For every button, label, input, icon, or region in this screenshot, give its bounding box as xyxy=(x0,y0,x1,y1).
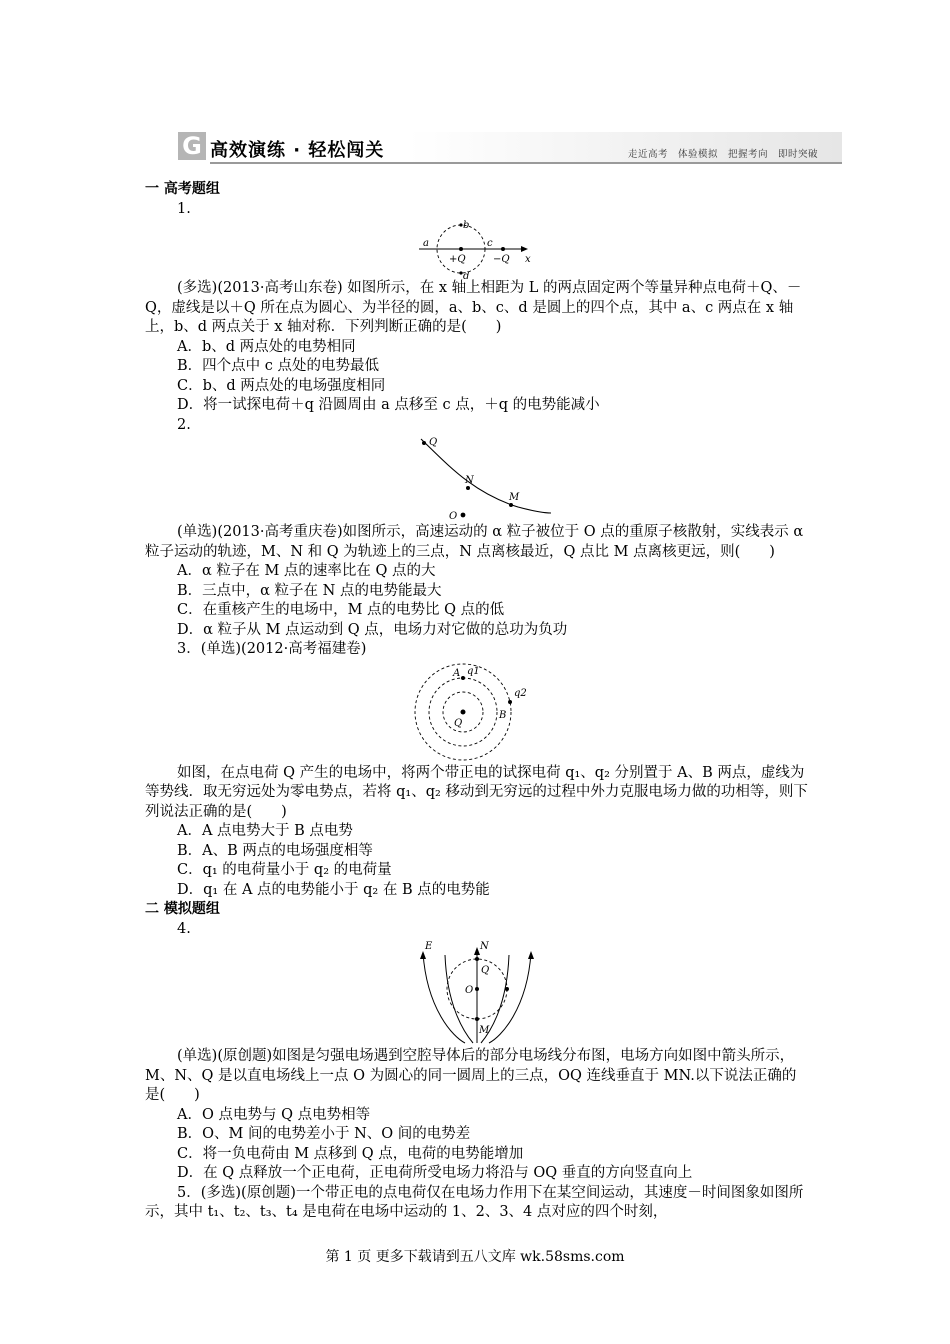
label-m: M xyxy=(508,492,519,503)
label-a: a xyxy=(422,238,429,249)
label-plus-q: +Q xyxy=(448,254,466,265)
label-e: E xyxy=(424,941,432,952)
logo-mark: G xyxy=(178,132,206,160)
q2-stem: (单选)(2013·高考重庆卷)如图所示，高速运动的 α 粒子被位于 O 点的重原子核散射，实线表示 α 粒子运动的轨迹，M、N 和 Q 为轨迹上的三点，N 点离核最近，Q 点比 M 点离核更远，则( ) xyxy=(145,524,804,560)
q1-figure xyxy=(413,219,543,279)
point-m xyxy=(509,503,513,507)
label-x: x xyxy=(524,254,531,265)
q3-heading: 3．(单选)(2012·高考福建卷) xyxy=(177,641,367,657)
q3-option-d: D．q₁ 在 A 点的电势能小于 q₂ 在 B 点的电势能 xyxy=(177,881,490,898)
point-q xyxy=(422,441,426,445)
label-n: N xyxy=(479,941,489,952)
point-a xyxy=(461,676,465,680)
label-a: A xyxy=(452,667,460,679)
label-o: O xyxy=(464,985,473,996)
label-d: d xyxy=(462,271,469,279)
point-q xyxy=(505,987,509,991)
q4-option-a: A．O 点电势与 Q 点电势相等 xyxy=(177,1106,371,1123)
header-banner xyxy=(178,130,842,164)
nucleus-o xyxy=(460,513,465,518)
label-b: b xyxy=(462,220,469,231)
label-q: Q xyxy=(480,965,489,976)
q1-stem: (多选)(2013·高考山东卷) 如图所示，在 x 轴上相距为 L 的两点固定两个等量异种点电荷＋Q、－Q，虚线是以＋Q 所在点为圆心、为半径的圆，a、b、c、d 是圆上的四个点，其中 a、c 两点在 x 轴上，b、d 两点关于 x 轴对称．下列判断正确的是( ) xyxy=(145,280,802,335)
point-o xyxy=(475,987,479,991)
q3-option-c: C．q₁ 的电荷量小于 q₂ 的电荷量 xyxy=(177,862,392,878)
q1-number: 1. xyxy=(177,200,191,217)
q1-option-b: B．四个点中 c 点处的电势最低 xyxy=(177,358,379,374)
q2-option-c: C．在重核产生的电场中，M 点的电势比 Q 点的低 xyxy=(177,602,505,618)
q3-option-b: B．A、B 两点的电场强度相等 xyxy=(177,842,373,859)
q3-figure xyxy=(413,660,543,764)
banner-rule xyxy=(210,162,842,164)
charge-plus-q xyxy=(459,247,463,251)
page-content xyxy=(145,180,810,1223)
label-q1: q1 xyxy=(466,665,480,677)
q3-stem: 如图，在点电荷 Q 产生的电场中，将两个带正电的试探电荷 q₁、q₂ 分别置于 A、B 两点，虚线为等势线．取无穷远处为零电势点，若将 q₁、q₂ 移动到无穷远的过程中外力克服电场力做的功相等，则下列说法正确的是( ) xyxy=(145,764,808,820)
alpha-trajectory xyxy=(421,439,551,513)
q4-number: 4. xyxy=(177,920,191,937)
x-axis-arrow xyxy=(521,246,528,252)
label-c: c xyxy=(486,238,493,249)
point-m xyxy=(475,1017,479,1021)
label-minus-q: −Q xyxy=(492,254,510,265)
q4-option-c: C．将一负电荷由 M 点移到 Q 点，电荷的电势能增加 xyxy=(177,1145,524,1162)
q2-option-b: B．三点中，α 粒子在 N 点的电势能最大 xyxy=(177,582,442,599)
point-charge-q xyxy=(460,709,465,714)
field-line-outer-left xyxy=(423,953,465,1043)
q2-number: 2. xyxy=(177,416,191,433)
label-q: Q xyxy=(453,717,462,729)
q4-stem: (单选)(原创题)如图是匀强电场遇到空腔导体后的部分电场线分布图，电场方向如图中箭头所示，M、N、Q 是以直电场线上一点 O 为圆心的同一圆周上的三点，OQ 连线垂直于 MN.以下说法正确的是( ) xyxy=(145,1048,797,1103)
section-heading-1: 一 高考题组 xyxy=(145,181,220,197)
label-n: N xyxy=(464,475,474,486)
arrow-left-outer xyxy=(420,951,426,959)
q3-option-a: A．A 点电势大于 B 点电势 xyxy=(177,823,353,839)
banner-title: 高效演练 · 轻松闯关 xyxy=(210,140,385,161)
section-heading-2: 二 模拟题组 xyxy=(145,901,220,917)
q4-option-b: B．O、M 间的电势差小于 N、O 间的电势差 xyxy=(177,1126,471,1142)
label-o: O xyxy=(448,511,457,522)
point-n xyxy=(475,957,479,961)
label-q: Q xyxy=(428,437,437,448)
q2-figure xyxy=(403,435,553,523)
q5-stem: 5．(多选)(原创题)一个带正电的点电荷仅在电场力作用下在某空间运动，其速度－时间图象如图所示，其中 t₁、t₂、t₃、t₄ 是电荷在电场中运动的 1、2、3、4 点对应的四个时刻， xyxy=(145,1184,804,1220)
label-b: B xyxy=(498,709,506,721)
q1-option-a: A．b、d 两点处的电势相同 xyxy=(177,338,356,355)
label-q2: q2 xyxy=(513,687,527,699)
field-line-outer-right xyxy=(489,953,531,1043)
banner-subtitle: 走近高考 体验模拟 把握考向 即时突破 xyxy=(627,149,818,160)
point-b xyxy=(508,700,512,704)
q1-option-d: D．将一试探电荷＋q 沿圆周由 a 点移至 c 点，＋q 的电势能减小 xyxy=(177,397,600,413)
q2-option-a: A．α 粒子在 M 点的速率比在 Q 点的大 xyxy=(177,563,436,579)
charge-minus-q xyxy=(501,247,505,251)
q4-figure xyxy=(413,939,543,1047)
page-footer: 第 1 页 更多下载请到五八文库 wk.58sms.com xyxy=(325,1249,625,1265)
q2-option-d: D．α 粒子从 M 点运动到 Q 点，电场力对它做的总功为负功 xyxy=(177,621,568,638)
label-m: M xyxy=(478,1025,489,1036)
point-n xyxy=(466,486,470,490)
arrow-right-outer xyxy=(528,951,534,959)
q4-option-d: D．在 Q 点释放一个正电荷，正电荷所受电场力将沿与 OQ 垂直的方向竖直向上 xyxy=(177,1165,693,1181)
q1-option-c: C．b、d 两点处的电场强度相同 xyxy=(177,377,386,394)
